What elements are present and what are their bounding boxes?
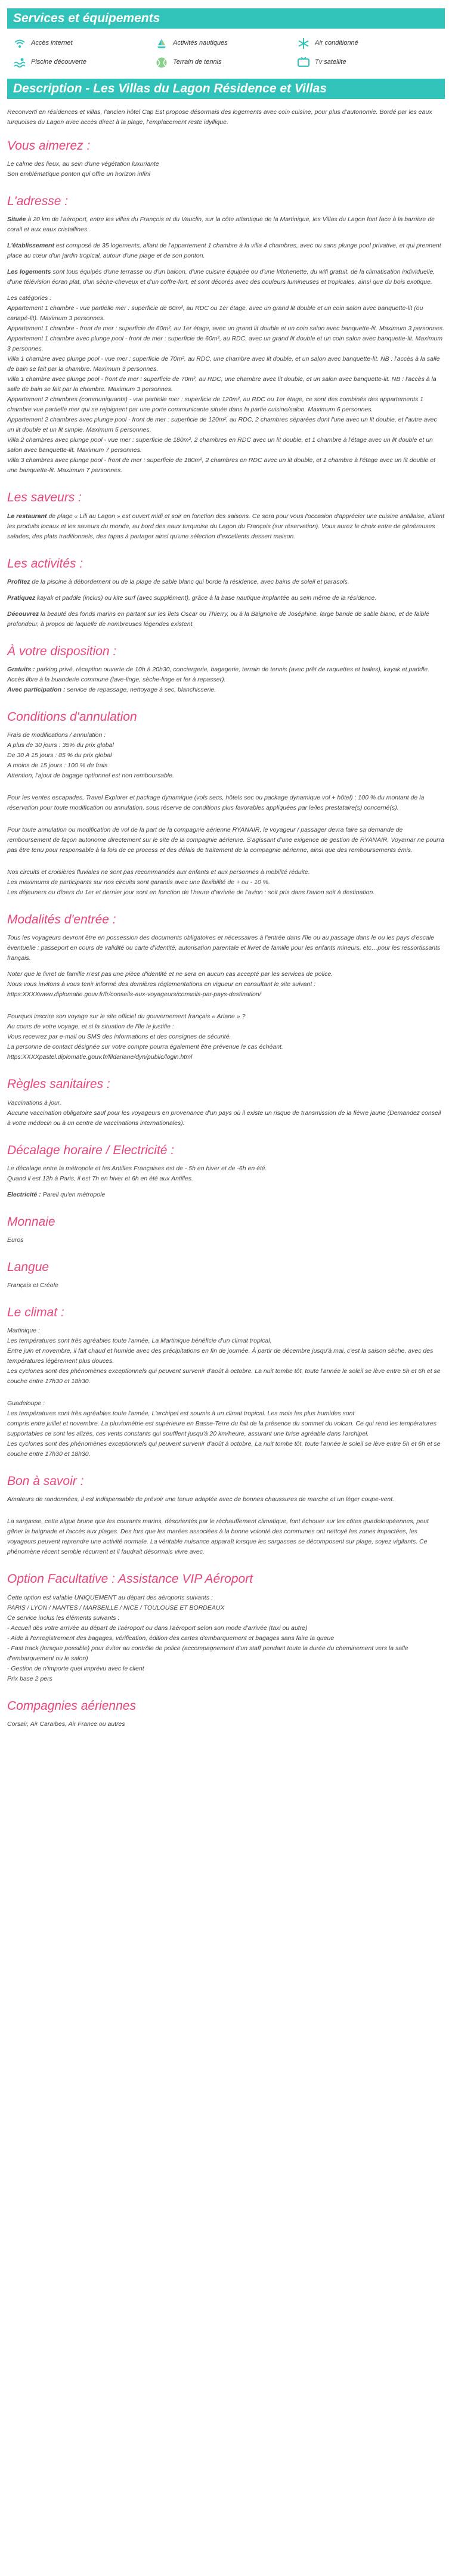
paragraph — [7, 577, 445, 587]
boat-icon — [155, 37, 168, 50]
bold-lead: Electricité : — [7, 1191, 41, 1198]
section-heading: Compagnies aériennes — [7, 1698, 136, 1713]
bold-lead: Située — [7, 216, 26, 224]
climate-martinique — [7, 1326, 445, 1387]
list-item: Villa 1 chambre avec plunge pool - front de mer : superficie de 70m², au RDC, une chambre avec lit double, et un salon avec banquette-lit. NB : l'accès à la salle de bain se fait par la chambre. Maximum 3 personnes. — [7, 376, 436, 393]
list-item: Les catégories : — [7, 295, 52, 302]
paragraph: Français et Créole — [7, 1282, 58, 1289]
section-heading: Bon à savoir : — [7, 1474, 84, 1489]
paragraph-text: est composé de 35 logements, allant de l'appartement 1 chambre à la villa 4 chambres, avec ou sans plunge pool privative, et qui prennent place au cœur d'un jardin tropical, autour d'une plage et de son ponton. — [7, 242, 441, 260]
list-item: Les déjeuners ou dîners du 1er et dernier jour sont en fonction de l'heure d'arrivée de l'avion : soit pris dans l'avion soit à destination. — [7, 889, 375, 897]
service-item — [155, 56, 297, 69]
list-item: A plus de 30 jours : 35% du prix global — [7, 742, 114, 749]
list-item: Le décalage entre la métropole et les Antilles Françaises est de - 5h en hiver et de -6h en été. — [7, 1164, 267, 1172]
list-item: Les températures sont très agréables toute l'année, L'archipel est soumis à un climat tropical. Les mois les plus humides sont — [7, 1410, 355, 1418]
love-list — [7, 159, 445, 179]
list-item: Aucune vaccination obligatoire sauf pour les voyageurs en provenance d'un pays où il existe un risque de transmission de la fièvre jaune (Demandez conseil à votre médecin ou à un centre de vaccinations internationales). — [7, 1109, 441, 1127]
climate-guadeloupe — [7, 1399, 445, 1459]
paragraph — [7, 267, 445, 287]
paragraph: Pour les ventes escapades, Travel Explorer et package dynamique (vols secs, hôtels sec ou package dynamique vol + hôtel) : 100 % du montant de la réservation pour toute modification ou annulation, sous réserve de conditions plus favorables appliquées par le/les prestataire(s) concerné(s). — [7, 794, 425, 812]
list-item: Frais de modifications / annulation : — [7, 731, 106, 739]
list-item: Quand il est 12h à Paris, il est 7h en hiver et 6h en été aux Antilles. — [7, 1174, 193, 1182]
paragraph-text: de la piscine à débordement ou de la plage de sable blanc qui borde la résidence, avec bains de soleil et parasols. — [30, 578, 349, 585]
list-item — [7, 685, 445, 695]
list-item: - Accueil dès votre arrivée au départ de l'aéroport ou dans l'aéroport selon son mode d'arrivée (taxi ou autre) — [7, 1624, 308, 1632]
services-grid — [7, 29, 445, 79]
bold-lead: Pratiquez — [7, 594, 36, 602]
paragraph — [7, 969, 445, 1000]
list-item: Son emblématique ponton qui offre un horizon infini — [7, 171, 150, 178]
paragraph-text: sont tous équipés d'une terrasse ou d'un balcon, d'une cuisine équipée ou d'une kitchenette, du wifi gratuit, de la climatisation individuelle, d'une télévision écran plat, d'un sèche-cheveux et d'un coffre-fort, et sont décorés avec des couleurs lumineuses et tropicales, ainsi que du bois exotique. — [7, 268, 435, 286]
list-item: Vaccinations à jour. — [7, 1099, 61, 1106]
vip-list — [7, 1593, 445, 1684]
list-item: Villa 3 chambres avec plunge pool - front de mer : superficie de 180m², 2 chambres en RDC avec un lit double, et 1 chambre à l'étage avec un lit double et une banquette-lit. Maximum 7 personnes. — [7, 457, 435, 475]
service-label: Activités nautiques — [173, 39, 228, 47]
section-heading: Option Facultative : Assistance VIP Aéroport — [7, 1572, 253, 1586]
bold-lead: Gratuits : — [7, 665, 35, 673]
list-item: Appartement 1 chambre avec plunge pool - front de mer : superficie de 60m², au RDC, avec un grand lit double et un coin salon avec banquette-lit. Maximum 3 personnes. — [7, 335, 443, 353]
section-heading: Le climat : — [7, 1306, 64, 1320]
paragraph-text: à 20 km de l'aéroport, entre les villes du François et du Vauclin, sur la côte atlantique de la Martinique, les Villas du Lagon font face à la barrière de corail et aux eaux cristallines. — [7, 216, 435, 234]
section-heading: Conditions d'annulation — [7, 709, 137, 724]
list-item: - Aide à l'enregistrement des bagages, vérification, édition des cartes d'embarquement et bagages sans faire la queue — [7, 1634, 335, 1642]
list-item: Le calme des lieux, au sein d'une végétation luxuriante — [7, 160, 159, 168]
list-item: Appartement 2 chambres (communiquants) - vue partielle mer : superficie de 120m², au RDC ou 1er étage, ce sont des combinés des appartements 1 chambre vue partielle mer qui se rejoignent par une porte communicante située dans la partie cuisine/salon. Maximum 6 personnes. — [7, 396, 424, 414]
bold-lead: Les logements — [7, 268, 51, 276]
list-item: - Fast track (lorsque possible) pour éviter au contrôle de police (accompagnement d'un staff pendant toute la durée du cheminement vers la salle d'embarquement ou le salon) — [7, 1644, 408, 1662]
bold-lead: Avec participation : — [7, 686, 66, 693]
list-item: https:XXXXpastel.diplomatie.gouv.fr/fildariane/dyn/public/login.html — [7, 1053, 193, 1061]
list-item: La personne de contact désignée sur votre compte pourra également être prévenue le cas échéant. — [7, 1043, 283, 1051]
intro-text: Reconverti en résidences et villas, l'ancien hôtel Cap Est propose désormais des logements avec coin cuisine, pour plus d'autonomie. Bordé par les eaux turquoises du Lagon avec accès direct à la plage, l'emplacement reste idyllique. — [7, 109, 432, 126]
bold-lead: Le restaurant — [7, 512, 47, 520]
paragraph — [7, 512, 445, 542]
section-heading: Les saveurs : — [7, 491, 82, 505]
paragraph: Corsair, Air Caraïbes, Air France ou autres — [7, 1720, 125, 1728]
list-item: Villa 2 chambres avec plunge pool - vue mer : superficie de 180m², 2 chambres en RDC avec un lit double, et 1 chambre à l'étage avec un lit double et un salon avec banquette-lit. Maximum 7 personnes. — [7, 436, 433, 454]
list-item: Cette option est valable UNIQUEMENT au départ des aéroports suivants : — [7, 1594, 213, 1601]
paragraph: La sargasse, cette algue brune que les courants marins, désorientés par le réchauffement climatique, font échouer sur les côtes guadeloupéennes, peut gêner la baignade et l'accès aux plages. Des lors que les marées associées à la bonne volonté des communes ont nettoyé les zones impactées, les voyageurs peuvent reprendre une activité normale. La véritable nuisance apparaît lorsque les sargasses se décomposent sur plage, soyez vigilants. Ce phénomène récent semble récurrent et il faudrait désormais vivre avec. — [7, 1518, 429, 1556]
section-heading: Vous aimerez : — [7, 139, 91, 153]
bold-lead: Découvrez — [7, 610, 39, 618]
list-item: Les cyclones sont des phénomènes exceptionnels qui peuvent survenir d'août à octobre. La nuit tombe tôt, toute l'année le soleil se lève entre 5h et 6h et se couche entre 17h30 et 18h30. — [7, 1368, 441, 1385]
section-heading: Décalage horaire / Electricité : — [7, 1143, 175, 1157]
list-item: Accès libre à la buanderie commune (lave-linge, sèche-linge et fer à repasser). — [7, 675, 226, 683]
list-item: Nos circuits et croisières fluviales ne sont pas recommandés aux enfants et aux personnes à mobilité réduite. — [7, 869, 310, 876]
list-item: Appartement 1 chambre - front de mer : superficie de 60m², au 1er étage, avec un grand lit double et un coin salon avec banquette-lit. Maximum 3 personnes. — [7, 325, 445, 333]
bold-lead: Profitez — [7, 578, 30, 585]
list-item: Les cyclones sont des phénomènes exceptionnels qui peuvent survenir d'août à octobre. La nuit tombe tôt, toute l'année le soleil se lève entre 5h et 6h et se couche entre 17h30 et 18h30. — [7, 1440, 441, 1458]
paragraph-text: parking privé, réception ouverte de 10h à 20h30, conciergerie, bagagerie, terrain de tennis (avec prêt de raquettes et balles), kayak et paddle. — [35, 665, 429, 673]
list-item: Les températures sont très agréables toute l'année, La Martinique bénéficie d'un climat tropical. — [7, 1337, 272, 1345]
list-item: Pourquoi inscrire son voyage sur le site officiel du gouvernement français « Ariane » ? — [7, 1013, 246, 1021]
list-item — [7, 665, 445, 675]
list-item: - Gestion de n'importe quel imprévu avec le client — [7, 1664, 144, 1672]
cancel-notes-list — [7, 867, 445, 898]
section-heading: Monnaie — [7, 1214, 55, 1229]
paragraph-text: la beauté des fonds marins en partant sur les îlets Oscar ou Thierry, ou à la Baignoire de Joséphine, large bande de sable blanc, et de faible profondeur, à propos de laquelle de nombreuses légendes existent. — [7, 610, 429, 628]
paragraph-text: Nous vous invitons à vous tenir informé des dernières réglementations en vigueur en consultant le site suivant : https:XXXXwww.diplomatie.gouv.fr/fr/conseils-aux-voyageurs/conseils-par-pays-destination/ — [7, 981, 316, 999]
list-item: Guadeloupe : — [7, 1400, 45, 1408]
paragraph-text: kayak et paddle (inclus) ou kite surf (avec supplément), grâce à la base nautique implantée au sein même de la résidence. — [35, 594, 377, 602]
section-heading: Règles sanitaires : — [7, 1077, 110, 1092]
service-item — [155, 37, 297, 50]
list-item: Martinique : — [7, 1327, 40, 1335]
section-heading: L'adresse : — [7, 194, 69, 209]
service-label: Tv satellite — [315, 58, 346, 66]
paragraph: Euros — [7, 1236, 24, 1244]
paragraph — [7, 593, 445, 603]
list-item: Les maximums de participants sur nos circuits sont garantis avec une flexibilité de + ou - 10 %. — [7, 879, 270, 886]
service-item — [297, 56, 439, 69]
paragraph-text: de plage « Lili au Lagon » est ouvert midi et soir en fonction des saisons. Ce sera pour vous l'occasion d'apprécier une cuisine antillaise, alliant les produits locaux et les saveurs du monde, au bord des eaux turquoise du Lagon du François (sur réservation). Vous aurez le choix entre de généreuses salades, des plats traditionnels, des tapas à partager ainsi qu'une sélection d'excellents dessert maison. — [7, 512, 445, 540]
description-body — [7, 99, 445, 1729]
list-item: Villa 1 chambre avec plunge pool - vue mer : superficie de 70m², au RDC, une chambre avec lit double, et un salon avec banquette-lit. NB : l'accès à la salle de bain se fait par la chambre. Maximum 3 personnes. — [7, 355, 440, 373]
bold-lead: L'établissement — [7, 242, 54, 250]
tv-icon — [297, 56, 310, 69]
service-label: Piscine découverte — [31, 58, 86, 66]
tz-list — [7, 1164, 445, 1184]
section-heading: Langue — [7, 1260, 49, 1274]
list-item: Appartement 2 chambres avec plunge pool - front de mer : superficie de 120m², au RDC, 2 chambres séparées dont l'une avec un lit double, et l'autre avec un lit double et un lit simple. Maximum 5 personnes. — [7, 416, 437, 434]
list-item: Attention, l'ajout de bagage optionnel est non remboursable. — [7, 772, 174, 780]
paragraph: Tous les voyageurs devront être en possession des documents obligatoires et nécessaires à l'entrée dans l'île ou au passage dans le ou les pays d'escale éventuelle : passeport en cours de validité ou carte d'identité, autorisation parentale et livret de famille pour les enfants mineurs, etc…pour les ressortissants français. — [7, 934, 441, 962]
paragraph — [7, 215, 445, 235]
pool-icon — [13, 56, 26, 69]
service-label: Terrain de tennis — [173, 58, 222, 66]
list-item: compris entre juillet et novembre. La pluviométrie est supérieure en Basse-Terre du fait de la présence du sommet du volcan. Ce qui rend les températures supportables ce sont les alizés, ces vents constants qui soufflent jusqu'à 20 km/heure, assurant une brise agréable dans l'archipel. — [7, 1420, 436, 1438]
paragraph-text: service de repassage, nettoyage à sec, blanchisserie. — [65, 686, 216, 693]
services-title: Services et équipements — [7, 8, 445, 29]
entry-list — [7, 1012, 445, 1062]
paragraph: Amateurs de randonnées, il est indispensable de prévoir une tenue adaptée avec de bonnes chaussures de marche et un léger coupe-vent. — [7, 1496, 395, 1504]
snowflake-icon — [297, 37, 310, 50]
list-item: Au cours de votre voyage, et si la situation de l'île le justifie : — [7, 1023, 174, 1031]
service-label: Air conditionné — [315, 39, 358, 47]
service-item — [297, 37, 439, 50]
list-item: Entre juin et novembre, il fait chaud et humide avec des précipitations en fin de journée. À partir de décembre jusqu'à mai, c'est la saison sèche, avec des températures légèrement plus douces. — [7, 1347, 434, 1365]
service-item — [13, 56, 155, 69]
paragraph — [7, 241, 445, 261]
section-heading: À votre disposition : — [7, 644, 117, 658]
categories-list — [7, 293, 445, 476]
list-item: Prix base 2 pers — [7, 1675, 52, 1682]
cancel-fees-list — [7, 730, 445, 781]
section-heading: Modalités d'entrée : — [7, 913, 116, 927]
paragraph-text: Pareil qu'en métropole — [41, 1191, 106, 1198]
tennis-ball-icon — [155, 56, 168, 69]
list-item: Ce service inclus les éléments suivants : — [7, 1614, 120, 1622]
description-title: Description - Les Villas du Lagon Résidence et Villas — [7, 79, 445, 99]
service-item — [13, 37, 155, 50]
service-label: Accès internet — [31, 39, 73, 47]
paragraph-text: Noter que le livret de famille n'est pas une pièce d'identité et ne sera en aucun cas accepté par les services de police. — [7, 971, 333, 978]
list-item: Appartement 1 chambre - vue partielle mer : superficie de 60m², au RDC ou 1er étage, avec un grand lit double et un coin salon avec banquette-lit (ou canapé-lit). Maximum 3 personnes. — [7, 305, 423, 323]
list-item: A moins de 15 jours : 100 % de frais — [7, 762, 108, 770]
list-item: De 30 A 15 jours : 85 % du prix global — [7, 752, 112, 760]
disposal-list — [7, 665, 445, 695]
paragraph — [7, 1190, 445, 1200]
section-heading: Les activités : — [7, 556, 83, 571]
list-item: PARIS / LYON / NANTES / MARSEILLE / NICE / TOULOUSE ET BORDEAUX — [7, 1604, 225, 1611]
list-item: Vous recevrez par e-mail ou SMS des informations et des consignes de sécurité. — [7, 1033, 231, 1041]
wifi-icon — [13, 37, 26, 50]
paragraph: Pour toute annulation ou modification de vol de la part de la compagnie aérienne RYANAIR, le voyageur / passager devra faire sa demande de remboursement de façon autonome directement sur le site de la compagnie aérienne. S'agissant d'une exigence de gestion de RYANAIR, Voyamar ne pourra pas être tenu pour responsable à la fois de ce process et des délais de traitement de la compagnie aérienne, ainsi que des remboursements émis. — [7, 826, 444, 854]
health-list — [7, 1098, 445, 1129]
paragraph — [7, 609, 445, 630]
